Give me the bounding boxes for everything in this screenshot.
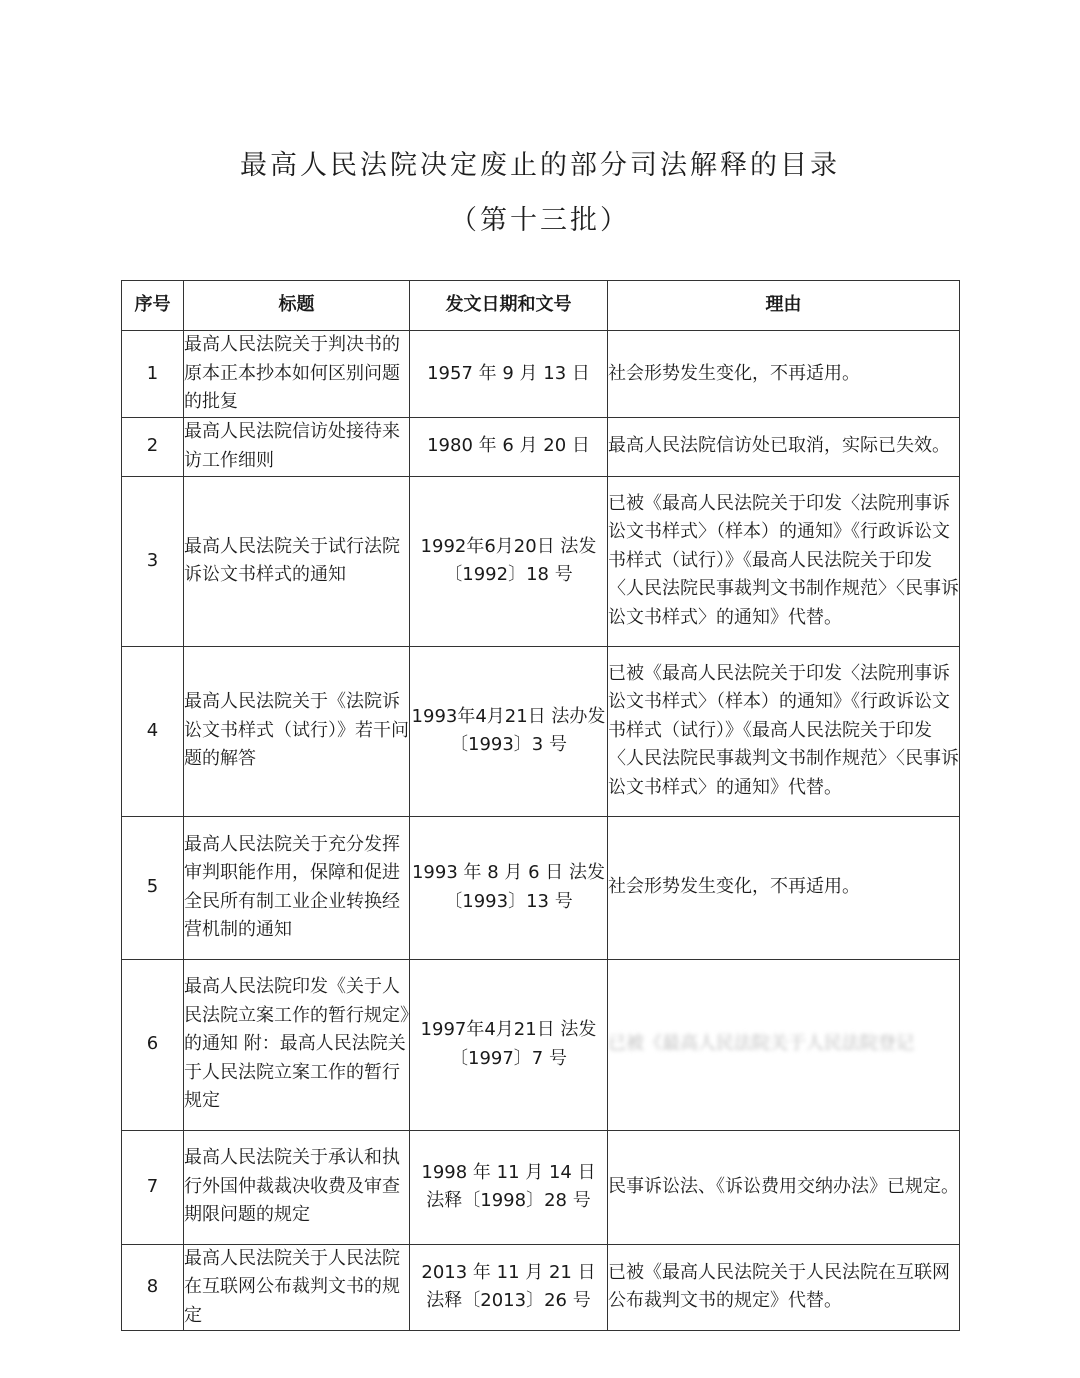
row-number: 6 — [122, 959, 184, 1130]
row-number: 2 — [122, 417, 184, 476]
table-row — [122, 1244, 960, 1331]
row-date: 1993 年 8 月 6 日 法发〔1993〕13 号 — [410, 816, 608, 959]
row-date: 1957 年 9 月 13 日 — [410, 331, 608, 418]
header-no: 序号 — [122, 281, 184, 331]
row-reason-blurred — [608, 959, 960, 1130]
header-date: 发文日期和文号 — [410, 281, 608, 331]
row-title: 最高人民法院关于充分发挥审判职能作用，保障和促进全民所有制工业企业转换经营机制的通知 — [184, 816, 410, 959]
row-number: 4 — [122, 646, 184, 816]
row-reason: 最高人民法院信访处已取消，实际已失效。 — [608, 417, 960, 476]
header-title: 标题 — [184, 281, 410, 331]
table-row — [122, 646, 960, 816]
header-reason: 理由 — [608, 281, 960, 331]
row-reason: 已被《最高人民法院关于印发〈法院刑事诉讼文书样式〉（样本）的通知》《行政诉讼文书样式（试行）》《最高人民法院关于印发〈人民法院民事裁判文书制作规范〉〈民事诉讼文书样式〉的通知》代替。 — [608, 476, 960, 646]
row-number: 3 — [122, 476, 184, 646]
repeal-catalog-table — [121, 280, 960, 1331]
row-date: 2013 年 11 月 21 日 法释〔2013〕26 号 — [410, 1244, 608, 1331]
row-title: 最高人民法院印发《关于人民法院立案工作的暂行规定》的通知 附：最高人民法院关于人民法院立案工作的暂行规定 — [184, 959, 410, 1130]
row-title: 最高人民法院关于承认和执行外国仲裁裁决收费及审查期限问题的规定 — [184, 1130, 410, 1244]
row-number: 1 — [122, 331, 184, 418]
row-reason: 已被《最高人民法院关于印发〈法院刑事诉讼文书样式〉（样本）的通知》《行政诉讼文书样式（试行）》《最高人民法院关于印发〈人民法院民事裁判文书制作规范〉〈民事诉讼文书样式〉的通知》代替。 — [608, 646, 960, 816]
row-date: 1998 年 11 月 14 日 法释〔1998〕28 号 — [410, 1130, 608, 1244]
blurred-reason-text: 已被《最高人民法院关于人民法院登记 — [608, 1033, 914, 1055]
row-date: 1980 年 6 月 20 日 — [410, 417, 608, 476]
row-date: 1993年4月21日 法办发〔1993〕3 号 — [410, 646, 608, 816]
row-number: 5 — [122, 816, 184, 959]
row-title: 最高人民法院关于人民法院在互联网公布裁判文书的规定 — [184, 1244, 410, 1331]
row-date: 1997年4月21日 法发〔1997〕7 号 — [410, 959, 608, 1130]
document-subtitle: （第十三批） — [450, 205, 630, 236]
table-row — [122, 476, 960, 646]
row-number: 7 — [122, 1130, 184, 1244]
table-row — [122, 331, 960, 418]
row-number: 8 — [122, 1244, 184, 1331]
row-title: 最高人民法院信访处接待来访工作细则 — [184, 417, 410, 476]
table-row — [122, 1130, 960, 1244]
row-title: 最高人民法院关于判决书的原本正本抄本如何区别问题的批复 — [184, 331, 410, 418]
row-reason: 社会形势发生变化，不再适用。 — [608, 816, 960, 959]
table-row — [122, 417, 960, 476]
row-reason: 已被《最高人民法院关于人民法院在互联网公布裁判文书的规定》代替。 — [608, 1244, 960, 1331]
table-header-row — [122, 281, 960, 331]
row-title: 最高人民法院关于试行法院诉讼文书样式的通知 — [184, 476, 410, 646]
document-title: 最高人民法院决定废止的部分司法解释的目录 — [240, 150, 840, 181]
table-row — [122, 959, 960, 1130]
table-row — [122, 816, 960, 959]
row-reason: 社会形势发生变化，不再适用。 — [608, 331, 960, 418]
row-title: 最高人民法院关于《法院诉讼文书样式（试行）》若干问题的解答 — [184, 646, 410, 816]
row-date: 1992年6月20日 法发〔1992〕18 号 — [410, 476, 608, 646]
row-reason: 民事诉讼法、《诉讼费用交纳办法》已规定。 — [608, 1130, 960, 1244]
